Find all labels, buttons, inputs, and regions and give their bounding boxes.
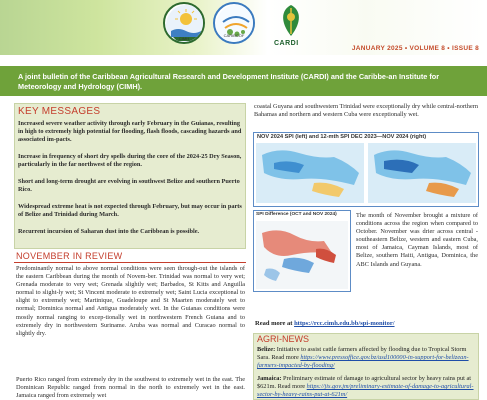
cardi-logo [272,2,310,40]
jamaica-text: Preliminary estimate of damage to agricultural sector by heavy rains put at $621m. Read more [257,375,472,391]
key-message-item: Increase in frequency of short dry spells during the core of the 2024-25 Dry Season, particularly in the far northwest of the region. [18,153,242,168]
key-message-item: Widespread extreme heat is not expected through February, but may occur in parts of Belize and Trinidad during March. [18,203,242,218]
jamaica-label: Jamaica: [257,375,282,382]
spi-difference-text: The month of November brought a mixture of conditions across the region when compared to October. November was drier across central -southeastern Belize, western and eastern Cuba, most of Jamaica, Cayman Islands, most of Belize, southern Haiti, Antigua, Dominica, the ABC Islands and Guyana. [356,212,478,268]
cimh-caption: CIMH [178,36,190,41]
key-messages-title: KEY MESSAGES [18,106,101,117]
spi-monitor-link[interactable]: https://rcc.cimh.edu.bb/spi-monitor/ [294,320,395,327]
banner-text: A joint bulletin of the Caribbean Agricultural Research and Development Institute (CARDI) and the Caribbe-an Institute for Meteorology and Hydrology (CIMH). [18,72,440,91]
key-message-item: Short and long-term drought are evolving in southwest Belize and southern Puerto Rico. [18,178,240,193]
agri-news-jamaica [257,375,477,399]
november-review-title: NOVEMBER IN REVIEW [16,251,123,261]
spi-difference-map [254,211,350,291]
november-review-para1: Predominantly normal to above normal conditions were seen through-out the islands of the eastern Caribbean during the month of Novem-ber. Trinidad was normal to very wet; Grenada moderate to very wet; Grenada slightly wet; Barbados, St Kitts and Anguilla normal to slight-ly wet; St Vincent moderate to extremely wet; Saint Lucia exceptional to slight to extremely wet; Martinique, Guadeloupe and St Maarten moderately wet to normal; Dominica normal and Antigua moderately wet. In the Guianas conditions were mostly normal ranging to excep-tionally wet in northwestern French Guiana and to extremely dry in northwestern Suriname. Aruba was normal and Curacao normal to slightly dry. [16,265,245,337]
key-message-item: Recurrent incursion of Saharan dust into the Caribbean is possible. [18,228,200,235]
agri-news-title: AGRI-NEWS [257,334,310,344]
jamaica-link[interactable]: https://jis.gov.jm/preliminary-estimate-of-damage-to-agricultural-sector-by-heavy-rains-put-at-621m/ [257,383,474,399]
spi-maps-frame [253,132,479,207]
spi-read-more [255,320,395,327]
belize-text: Initiative to assist cattle farmers affected by flooding due to Tropical Storm Sara. Read more [257,346,467,362]
spi-maps-title: NOV 2024 SPI (left) and 12-mth SPI DEC 2023—NOV 2024 (right) [257,134,427,140]
agri-news-belize [257,346,477,370]
caribcof-caption: CARIBCOF [223,33,245,38]
right-intro-text: coastal Guyana and southwestern Trinidad were exceptionally dry while central-northern Bahamas and northern and western Cuba were exceptionally wet. [254,103,478,119]
spi-maps-image [254,133,478,206]
issue-line: JANUARY 2025 • VOLUME 8 • ISSUE 8 [351,45,479,52]
belize-label: Belize: [257,346,276,353]
spi-difference-frame [253,210,351,292]
spi-difference-title: SPI Difference (OCT and NOV 2024) [256,212,337,217]
november-review-para2: Puerto Rico ranged from extremely dry in the southwest to extremely wet in the east. The Dominican Republic ranged from normal in the north to extremely wet in the east. Jamaica ranged from extremely wet [16,376,245,400]
read-more-prefix: Read more at [255,320,295,327]
belize-link[interactable]: https://www.pressoffice.gov.bz/usd100000-in-support-for-belizean-farmers-impacted-by-flooding/ [257,354,469,370]
section-divider [14,262,246,263]
joint-bulletin-banner [0,66,487,96]
key-message-item: Increased severe weather activity through early February in the Guianas, resulting in high to extremely high potential for flooding, flash floods, cascading hazards and associated im-pacts. [18,120,242,143]
cardi-label: CARDI [274,40,299,47]
